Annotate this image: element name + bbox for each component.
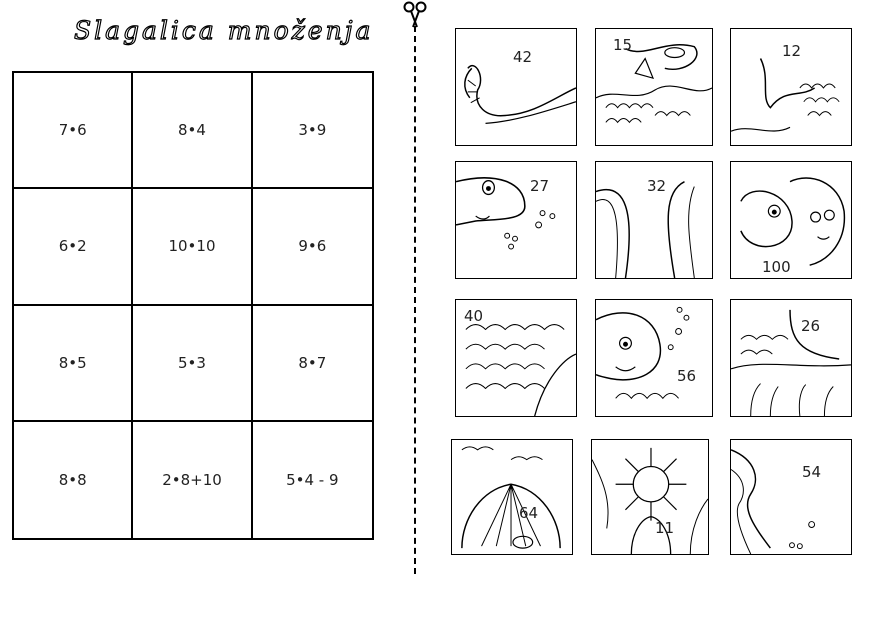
- puzzle-tile[interactable]: [730, 299, 852, 417]
- puzzle-tile[interactable]: [595, 28, 713, 146]
- tile-number: 12: [782, 42, 802, 60]
- tile-illustration: [452, 440, 572, 554]
- grid-cell: 7•6: [14, 73, 133, 189]
- tile-number: 56: [677, 367, 697, 385]
- puzzle-tile[interactable]: [455, 28, 577, 146]
- tile-illustration: [731, 440, 851, 554]
- tile-number: 32: [647, 177, 667, 195]
- tile-illustration: [731, 300, 851, 416]
- cut-line: [414, 26, 416, 574]
- tile-number: 15: [613, 36, 633, 54]
- puzzle-tile[interactable]: [595, 161, 713, 279]
- multiplication-grid: [12, 71, 374, 540]
- grid-cell: 8•4: [133, 73, 252, 189]
- tile-number: 64: [519, 504, 539, 522]
- tile-illustration: [456, 29, 576, 145]
- tile-number: 26: [801, 317, 821, 335]
- grid-cell: 8•5: [14, 306, 133, 422]
- puzzle-tile[interactable]: [730, 161, 852, 279]
- tile-number: 42: [513, 48, 533, 66]
- tile-number: 54: [802, 463, 822, 481]
- tile-illustration: [456, 162, 576, 278]
- tile-illustration: [731, 162, 851, 278]
- worksheet-title: Slagalica množenja: [74, 16, 374, 45]
- grid-cell: 2•8+10: [133, 422, 252, 538]
- puzzle-tile[interactable]: [451, 439, 573, 555]
- tile-illustration: [592, 440, 708, 554]
- grid-cell: 9•6: [253, 189, 372, 305]
- tile-number: 40: [464, 307, 484, 325]
- tile-number: 27: [530, 177, 550, 195]
- grid-cell: 5•3: [133, 306, 252, 422]
- tile-number: 11: [655, 519, 675, 537]
- grid-cell: 10•10: [133, 189, 252, 305]
- grid-cell: 6•2: [14, 189, 133, 305]
- puzzle-tile[interactable]: [595, 299, 713, 417]
- puzzle-tile[interactable]: [455, 161, 577, 279]
- puzzle-tile[interactable]: [455, 299, 577, 417]
- tile-illustration: [596, 300, 712, 416]
- puzzle-tile[interactable]: [730, 439, 852, 555]
- grid-cell: 5•4 - 9: [286, 470, 339, 489]
- grid-cell: 3•9: [253, 73, 372, 189]
- grid-cell: 8•8: [14, 422, 133, 538]
- tile-number: 100: [762, 258, 791, 276]
- puzzle-tile[interactable]: [591, 439, 709, 555]
- puzzle-tile[interactable]: [730, 28, 852, 146]
- grid-cell: 8•7: [253, 306, 372, 422]
